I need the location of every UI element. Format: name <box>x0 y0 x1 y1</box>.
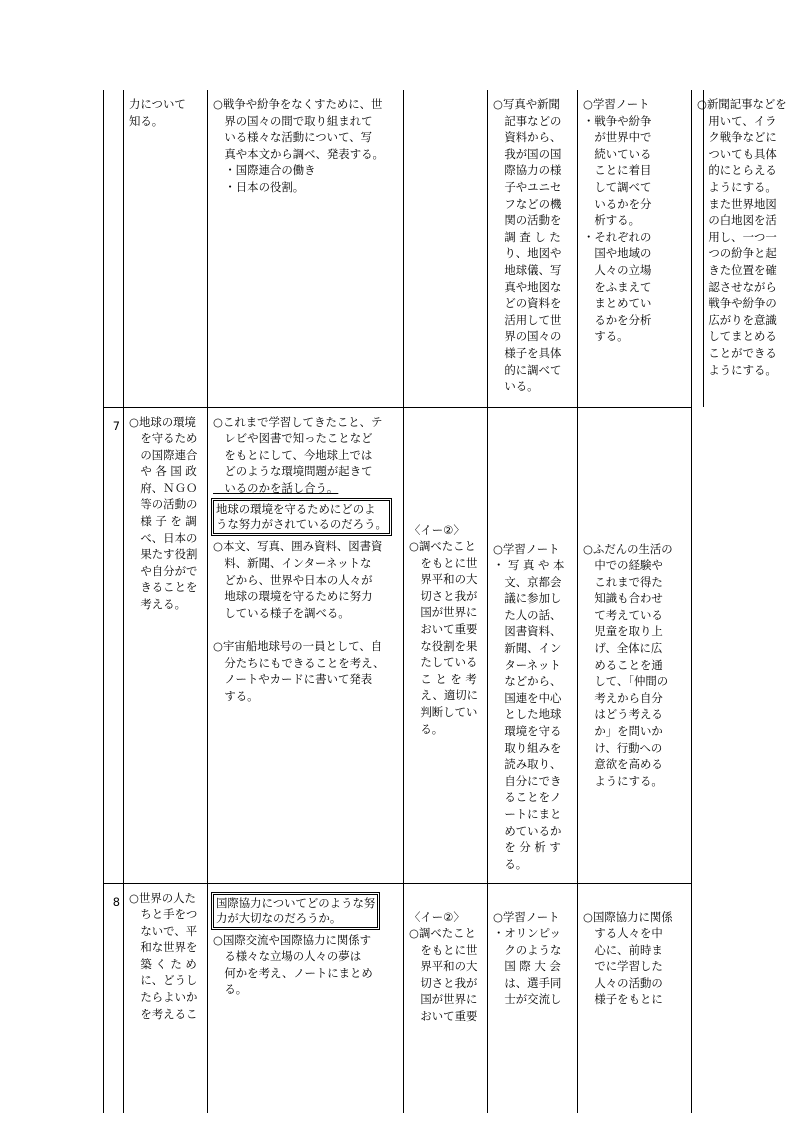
evaluation-method <box>578 90 691 345</box>
evaluation-criteria-line: いる。 <box>493 379 539 394</box>
lesson-goal <box>124 90 207 129</box>
lesson-goal-line: きることを <box>129 580 198 595</box>
evaluation-method-line: ・オリンピッ <box>493 926 561 941</box>
teaching-note-line: これまで得た <box>583 574 663 589</box>
teaching-note-line: 中での経験や <box>583 558 663 573</box>
evaluation-viewpoint-line: ○調べたこと <box>409 539 476 554</box>
evaluation-viewpoint-line: 〈イー②〉 <box>409 522 465 537</box>
teaching-note-line: ク戦争などに <box>697 130 777 145</box>
evaluation-criteria-line: ○写真や新聞 <box>493 97 560 111</box>
lesson-goal-line: に、どうし <box>129 973 198 988</box>
lesson-goal-line: 知る。 <box>129 113 164 128</box>
evaluation-method-line: して調べて <box>583 179 652 194</box>
evaluation-viewpoint-line: こ と を 考 <box>409 671 477 686</box>
evaluation-method-line: 人々の立場 <box>583 262 652 277</box>
teaching-note-line: ようにする。 <box>583 773 663 788</box>
teaching-note <box>578 884 691 1009</box>
lesson-goal-line: を考えるこ <box>129 1006 198 1021</box>
evaluation-viewpoint-line: をもとに世 <box>409 942 478 957</box>
teaching-note-line: 用し、一つ一 <box>697 229 777 244</box>
learning-activities-cell <box>208 883 404 1113</box>
evaluation-method-line: 士が交流し <box>493 992 562 1007</box>
evaluation-method-line: ○学習ノート <box>583 97 650 111</box>
teaching-note-line: 人々の活動の <box>583 975 663 990</box>
teaching-note-line: してまとめる <box>697 329 777 344</box>
learning-activities <box>208 90 403 196</box>
teaching-note <box>692 90 787 378</box>
teaching-note-line: 知識も合わせ <box>583 591 663 606</box>
evaluation-method-line: まとめてい <box>583 296 652 311</box>
evaluation-criteria-line: 地球儀、写 <box>493 262 562 277</box>
activity-line: ○これまで学習してきたこと、テ <box>213 414 383 429</box>
evaluation-method-line: 国 際 大 会 <box>493 959 561 974</box>
lesson-goal-cell <box>124 407 208 883</box>
evaluation-viewpoint-line: 切さと我が <box>409 588 478 603</box>
evaluation-method-line: ことに着目 <box>583 163 652 178</box>
evaluation-method-line: 自分にでき <box>493 773 562 788</box>
teaching-note-line: 心に、前時ま <box>583 942 663 957</box>
evaluation-viewpoint-cell <box>404 90 488 407</box>
activity-line: ○戦争や紛争をなくすために、世 <box>213 97 383 111</box>
teaching-note-line: めることを通 <box>583 657 663 672</box>
teaching-note-line: きた位置を確 <box>697 262 777 277</box>
teaching-note-line: 認させながら <box>697 279 777 294</box>
teaching-note <box>578 408 691 790</box>
activity-line: ・国際連合の働き <box>213 163 316 178</box>
lesson-goal <box>124 884 207 1023</box>
activity-line: 真や本文から調べ、発表する。 <box>213 146 384 161</box>
evaluation-criteria-line: 関の活動を <box>493 213 562 228</box>
evaluation-method-line: をふまえて <box>583 279 652 294</box>
evaluation-method-line: とした地球 <box>493 707 562 722</box>
evaluation-method-line: 続いている <box>583 146 652 161</box>
teaching-note-line: はどう考える <box>583 707 663 722</box>
evaluation-viewpoint-line: る。 <box>409 721 444 736</box>
evaluation-viewpoint-cell <box>404 407 488 883</box>
key-question-line: 国際協力についてどのような努 <box>216 895 376 910</box>
evaluation-method-line: めているか <box>493 823 562 838</box>
evaluation-method-cell <box>488 883 578 1113</box>
activity-line: 料、新聞、インターネットな <box>213 556 372 571</box>
evaluation-method-line: する。 <box>583 329 629 344</box>
key-question-box <box>211 892 380 930</box>
evaluation-criteria-line: 真や地図な <box>493 279 562 294</box>
evaluation-method-line: などから、 <box>493 674 562 689</box>
evaluation-method-cell <box>578 90 692 407</box>
lesson-plan-body <box>104 90 787 1113</box>
activity-line: どから、世界や日本の人々が <box>213 572 373 587</box>
evaluation-method-line: 議に参加し <box>493 591 562 606</box>
lesson-number-cell <box>104 883 124 1113</box>
teaching-note-line: 戦争や紛争の <box>697 296 777 311</box>
teaching-note-cell <box>578 883 692 1113</box>
evaluation-criteria-line: どの資料を <box>493 296 562 311</box>
lesson-goal-line: ないで、平 <box>129 923 198 938</box>
activity-line: どのような環境問題が起きて <box>213 464 373 479</box>
table-row <box>104 90 704 407</box>
evaluation-method-line: るかを分析 <box>583 312 652 327</box>
activity-line: る。 <box>213 982 248 997</box>
evaluation-method <box>488 884 577 1009</box>
evaluation-criteria-line: フなどの機 <box>493 196 562 211</box>
activity-line: をもとにして、今地球上では <box>213 447 373 462</box>
lesson-goal-line: ちと手をつ <box>129 907 198 922</box>
evaluation-method-line: クのような <box>493 942 562 957</box>
teaching-note-line: ついても具体 <box>697 146 777 161</box>
evaluation-viewpoint-line: 国が世界に <box>409 605 478 620</box>
evaluation-method-line: ・戦争や紛争 <box>583 113 652 128</box>
evaluation-method-line: ターネット <box>493 657 561 672</box>
evaluation-method-line: ートにまと <box>493 807 562 821</box>
evaluation-method-line: 環境を守る <box>493 724 562 739</box>
lesson-number <box>104 90 123 100</box>
activity-line: ○本文、写真、囲み資料、図書資 <box>213 539 383 554</box>
teaching-note-line: 様子をもとに <box>583 992 663 1007</box>
evaluation-method-line: 国や地域の <box>583 246 652 261</box>
evaluation-method-line: ○学習ノート <box>493 541 560 556</box>
evaluation-criteria <box>488 90 577 395</box>
lesson-goal-line: 果たす役割 <box>129 547 198 562</box>
evaluation-method-line: 新聞、イン <box>493 641 562 656</box>
evaluation-method-line: 読み取り、 <box>493 757 562 772</box>
teaching-note-line: の白地図を活 <box>697 213 777 228</box>
lesson-goal-cell <box>124 883 208 1113</box>
lesson-goal-line: 和な世界を <box>129 940 198 955</box>
teaching-note-line: 的にとらえる <box>697 163 777 178</box>
evaluation-method-line: いるかを分 <box>583 196 652 211</box>
evaluation-viewpoint-line: 〈イー②〉 <box>409 909 465 924</box>
lesson-goal-line: を守るため <box>129 431 198 446</box>
lesson-goal-line: 築 く た め <box>129 956 197 971</box>
evaluation-viewpoint-line: ○調べたこと <box>409 926 476 941</box>
evaluation-viewpoint-line: おいて重要 <box>409 1009 478 1024</box>
learning-activities <box>208 408 403 705</box>
lesson-number-cell <box>104 407 124 883</box>
activity-line: る様々な立場の人々の夢は <box>213 949 362 964</box>
evaluation-method-line: 国連を中心 <box>493 690 562 705</box>
teaching-note-line: ことができる <box>697 345 777 360</box>
evaluation-criteria-line: 的に調べて <box>493 362 562 377</box>
activity-line: 界の国々の間で取り組まれて <box>213 113 373 128</box>
evaluation-viewpoint-line: 界平和の大 <box>409 959 478 974</box>
evaluation-viewpoint-line: え、適切に <box>409 688 479 703</box>
evaluation-method-line: た人の話、 <box>493 607 562 622</box>
evaluation-viewpoint-line: な役割を果 <box>409 638 478 653</box>
teaching-note-line: 用いて、イラ <box>697 113 777 128</box>
activity-line: ○国際交流や国際協力に関係す <box>213 932 372 947</box>
evaluation-method-line: は、選手同 <box>493 975 562 990</box>
teaching-note-line: ようにする。 <box>697 362 777 377</box>
lesson-number: 8 <box>112 894 120 909</box>
lesson-goal-line: 等の活動の <box>129 497 198 512</box>
key-question-box <box>211 498 392 536</box>
evaluation-method-line: 文、京都会 <box>493 574 562 589</box>
key-question-line: 地球の環境を守るためにどのよ <box>216 502 376 517</box>
evaluation-criteria-line: 調 査 し た <box>493 229 561 244</box>
activity-line: ○宇宙船地球号の一員として、自 <box>213 639 383 654</box>
evaluation-method-line: ることをノ <box>493 790 562 805</box>
teaching-note-line: 考えから自分 <box>583 690 663 705</box>
evaluation-viewpoint-line: 判断してい <box>409 705 478 720</box>
lesson-goal-line: 府、ＮＧＯ <box>129 480 198 495</box>
activity-line: 分たちにもできることを考え、 <box>213 655 385 670</box>
evaluation-viewpoint-line: おいて重要 <box>409 622 478 637</box>
lesson-goal <box>124 408 207 613</box>
teaching-note-line: でに学習した <box>583 959 663 974</box>
lesson-goal-line: 力について <box>129 97 186 111</box>
teaching-note-line: て考えている <box>583 607 663 622</box>
teaching-note-line: 意欲を高める <box>583 757 663 772</box>
lesson-goal-cell <box>124 90 208 407</box>
activity-line: する。 <box>213 688 259 703</box>
activity-line: ・日本の役割。 <box>213 179 305 194</box>
activity-line: レビや図書で知ったことなど <box>213 431 373 446</box>
evaluation-criteria-line: 界の国々の <box>493 329 562 344</box>
activity-line: 地球の環境を守るために努力 <box>213 589 373 604</box>
evaluation-viewpoint-line: 界平和の大 <box>409 572 478 587</box>
key-question-line: 力が大切なのだろうか。 <box>216 910 342 925</box>
evaluation-method-line: を 分 析 す <box>493 840 561 855</box>
lesson-number: 7 <box>112 418 120 433</box>
teaching-note-line: する人々を中 <box>583 926 663 941</box>
evaluation-criteria-line: り、地図や <box>493 246 562 261</box>
evaluation-method-line: ・それぞれの <box>583 229 652 244</box>
lesson-goal-line: 様 子 を 調 <box>129 514 197 529</box>
activity-line: いる様々な活動について、写 <box>213 130 373 145</box>
learning-activities <box>208 884 403 998</box>
evaluation-method-cell <box>488 407 578 883</box>
lesson-number-cell <box>104 90 124 407</box>
evaluation-criteria-line: 子やユニセ <box>493 179 562 194</box>
teaching-note-line: 広がりを意識 <box>697 312 777 327</box>
key-question-line: うな努力がされているのだろう。 <box>216 517 387 532</box>
evaluation-viewpoint <box>404 90 487 96</box>
evaluation-criteria-line: 記事などの <box>493 113 562 128</box>
lesson-goal-line: べ、日本の <box>129 530 198 545</box>
evaluation-method-line: 図書資料、 <box>493 624 562 639</box>
evaluation-method-line: 取り組みを <box>493 740 562 755</box>
teaching-note-line: ようにする。 <box>697 179 777 194</box>
activity-line: している様子を調べる。 <box>213 605 350 620</box>
evaluation-method-line: 析する。 <box>583 213 640 228</box>
evaluation-criteria-line: 我が国の国 <box>493 146 562 161</box>
evaluation-criteria-line: 様子を具体 <box>493 345 562 360</box>
evaluation-viewpoint-line: 切さと我が <box>409 975 478 990</box>
teaching-note-line: ○国際協力に関係 <box>583 909 673 924</box>
spacer <box>213 621 400 638</box>
teaching-note-line: また世界地図 <box>697 196 777 211</box>
evaluation-viewpoint <box>404 408 487 738</box>
teaching-note-line: して、「仲間の <box>583 674 669 689</box>
lesson-goal-line: や自分がで <box>129 563 198 578</box>
teaching-note-line: か」を問いか <box>583 724 663 739</box>
lesson-goal-line: 考える。 <box>129 597 186 612</box>
table-row <box>104 407 704 883</box>
lesson-goal-line: ○地球の環境 <box>129 414 196 429</box>
teaching-note-cell <box>692 90 787 407</box>
teaching-note-line: げ、全体に広 <box>583 641 663 656</box>
teaching-note-line: け、行動への <box>583 740 663 755</box>
teaching-note-line: 児童を取り上 <box>583 624 663 639</box>
lesson-goal-line: の国際連合 <box>129 447 198 462</box>
evaluation-criteria-cell <box>488 90 578 407</box>
teaching-note-line: つの紛争と起 <box>697 246 777 261</box>
lesson-goal-line: たらよいか <box>129 990 198 1005</box>
lesson-goal-line: ○世界の人た <box>129 890 196 905</box>
learning-activities-cell <box>208 407 404 883</box>
evaluation-method-line: ・ 写 真 や 本 <box>493 558 565 573</box>
evaluation-method-line: る。 <box>493 856 528 871</box>
evaluation-viewpoint-line: 国が世界に <box>409 992 478 1007</box>
evaluation-method-line: が世界中で <box>583 130 652 145</box>
teaching-note-cell <box>578 407 692 883</box>
evaluation-viewpoint-cell <box>404 883 488 1113</box>
learning-activities-cell <box>208 90 404 407</box>
activity-line: 何かを考え、ノートにまとめ <box>213 965 373 980</box>
teaching-note-line: ○ふだんの生活の <box>583 541 673 556</box>
table-row <box>104 883 704 1113</box>
teaching-note-line: ○新聞記事などを <box>697 97 787 111</box>
evaluation-criteria-line: 際協力の様 <box>493 163 562 178</box>
evaluation-method-line: ○学習ノート <box>493 909 560 924</box>
evaluation-criteria-line: 資料から、 <box>493 130 562 145</box>
evaluation-method <box>488 408 577 873</box>
lesson-plan-table <box>103 90 787 1113</box>
activity-line: ノートやカードに書いて発表 <box>213 672 373 687</box>
evaluation-criteria-line: 活用して世 <box>493 312 562 327</box>
activity-line: いるのかを話し合う。 <box>213 480 339 495</box>
evaluation-viewpoint-line: たしている <box>409 655 478 670</box>
evaluation-viewpoint <box>404 884 487 1025</box>
lesson-goal-line: や 各 国 政 <box>129 464 197 479</box>
evaluation-viewpoint-line: をもとに世 <box>409 555 478 570</box>
